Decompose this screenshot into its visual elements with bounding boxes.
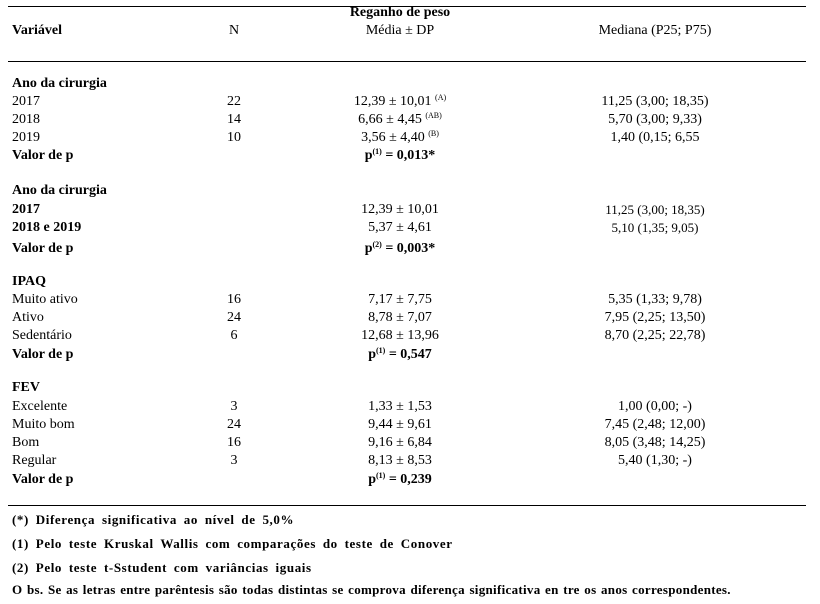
row-median: 1,40 (0,15; 6,55: [610, 130, 700, 145]
row-mean: 8,78 ± 7,07: [368, 310, 432, 325]
p-value-label: Valor de p: [12, 347, 74, 362]
header-n: N: [228, 23, 240, 38]
footnote-obs: O bs. Se as letras entre parêntesis são todas distintas se comprova diferença significativa en tre os anos correspondentes.: [12, 582, 731, 597]
row-mean: 8,13 ± 8,53: [368, 453, 432, 468]
row-label: 2017: [12, 202, 40, 217]
row-mean: 7,17 ± 7,75: [368, 292, 432, 307]
row-n: 6: [230, 328, 238, 343]
row-mean: 9,16 ± 6,84: [368, 435, 432, 450]
mean-superscript: (A): [435, 93, 447, 102]
row-mean: 12,39 ± 10,01: [361, 202, 439, 217]
row-n: 3: [230, 399, 238, 414]
p-value: $p^{(2)} = 0,003*$: [364, 240, 436, 256]
header-variable: Variável: [12, 23, 63, 38]
mean-superscript: (AB): [425, 111, 442, 120]
p-value: $p^{(1)} = 0,239$: [368, 471, 432, 487]
row-label: Muito bom: [12, 417, 75, 432]
row-n: 24: [227, 417, 241, 432]
row-median: 7,95 (2,25; 13,50): [604, 310, 706, 325]
row-mean: 1,33 ± 1,53: [368, 399, 432, 414]
row-label: Bom: [12, 435, 40, 450]
header-mean: Média ± DP: [365, 23, 435, 38]
row-mean: 9,44 ± 9,61: [368, 417, 432, 432]
row-median: 5,70 (3,00; 9,33): [608, 112, 702, 127]
row-mean: 12,68 ± 13,96: [361, 328, 439, 343]
row-median: 5,35 (1,33; 9,78): [608, 292, 702, 307]
p-value: $p^{(1)} = 0,013*$: [364, 147, 436, 163]
row-label: Regular: [12, 453, 57, 468]
p-value-label: Valor de p: [12, 472, 74, 487]
row-label: Muito ativo: [12, 292, 78, 307]
row-median: 7,45 (2,48; 12,00): [604, 417, 706, 432]
row-n: 10: [227, 130, 241, 145]
header-median: Mediana (P25; P75): [598, 23, 712, 38]
row-n: 14: [227, 112, 241, 127]
footnote-significance: (*) Diferença significativa ao nível de 5,0%: [12, 512, 295, 527]
row-label: 2018 e 2019: [12, 220, 82, 235]
row-label: 2019: [12, 130, 40, 145]
row-label: 2018: [12, 112, 40, 127]
row-median: 1,00 (0,00; -): [618, 399, 692, 414]
row-n: 24: [227, 310, 241, 325]
p-value: $p^{(1)} = 0,547$: [368, 346, 432, 362]
section-title: Ano da cirurgia: [12, 76, 107, 91]
row-label: Sedentário: [12, 328, 72, 343]
row-n: 16: [227, 435, 241, 450]
row-median: 8,05 (3,48; 14,25): [604, 435, 706, 450]
section-title: Ano da cirurgia: [12, 183, 107, 198]
row-mean: 3,56 ± 4,40 $^{(B)}$: [361, 129, 439, 145]
row-mean: 12,39 ± 10,01 $^{(A)}$: [353, 93, 447, 109]
row-median: 5,10 (1,35; 9,05): [611, 220, 699, 235]
mean-superscript: (B): [428, 129, 439, 138]
row-n: 16: [227, 292, 241, 307]
row-label: Excelente: [12, 399, 68, 414]
footnote-test2: (2) Pelo teste t-Sstudent com variâncias iguais: [12, 560, 312, 575]
row-median: 5,40 (1,30; -): [618, 453, 692, 468]
header-group-title: Reganho de peso: [349, 5, 451, 20]
row-median: 11,25 (3,00; 18,35): [605, 202, 705, 217]
header-rule: [8, 61, 806, 62]
section-title: FEV: [12, 380, 40, 395]
row-label: Ativo: [12, 310, 44, 325]
row-n: 22: [227, 94, 241, 109]
row-n: 3: [230, 453, 238, 468]
row-median: 11,25 (3,00; 18,35): [601, 94, 709, 109]
p-value-label: Valor de p: [12, 241, 74, 256]
row-mean: 6,66 ± 4,45 $^{(AB)}$: [358, 111, 442, 127]
row-label: 2017: [12, 94, 40, 109]
row-mean: 5,37 ± 4,61: [368, 220, 432, 235]
row-median: 8,70 (2,25; 22,78): [604, 328, 706, 343]
footnote-test1: (1) Pelo teste Kruskal Wallis com comparações do teste de Conover: [12, 536, 453, 551]
bottom-rule: [8, 505, 806, 506]
p-value-label: Valor de p: [12, 148, 74, 163]
section-title: IPAQ: [12, 274, 46, 289]
